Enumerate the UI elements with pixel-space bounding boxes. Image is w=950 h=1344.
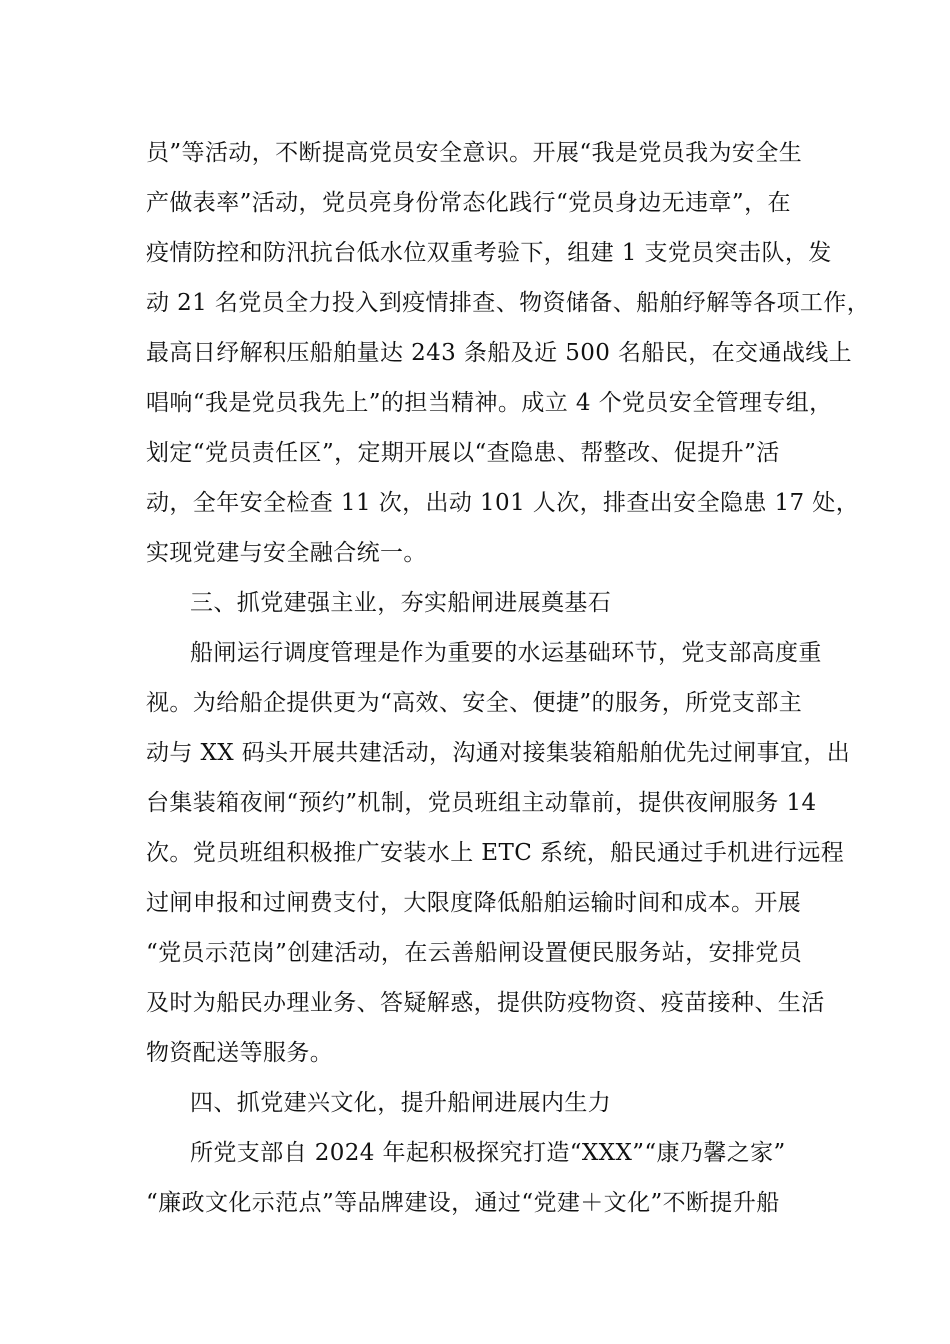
paragraph-line: “党员示范岗”创建活动，在云善船闸设置便民服务站，安排党员 bbox=[146, 940, 803, 966]
paragraph-line: 过闸申报和过闸费支付，大限度降低船舶运输时间和成本。开展 bbox=[146, 890, 802, 916]
paragraph-line: 唱响“我是党员我先上”的担当精神。成立 4 个党员安全管理专组， bbox=[146, 390, 833, 416]
paragraph-line: 船闸运行调度管理是作为重要的水运基础环节，党支部高度重 bbox=[190, 640, 822, 666]
paragraph-line: 动，全年安全检查 11 次，出动 101 人次，排查出安全隐患 17 处， bbox=[146, 490, 860, 516]
paragraph-line: “廉政文化示范点”等品牌建设，通过“党建＋文化”不断提升船 bbox=[146, 1190, 780, 1216]
paragraph-line: 所党支部自 2024 年起积极探究打造“XXX”“康乃馨之家” bbox=[190, 1140, 786, 1166]
paragraph-line: 视。为给船企提供更为“高效、安全、便捷”的服务，所党支部主 bbox=[146, 690, 803, 716]
paragraph-line: 物资配送等服务。 bbox=[146, 1040, 334, 1066]
paragraph-line: 产做表率”活动，党员亮身份常态化践行“党员身边无违章”，在 bbox=[146, 190, 791, 216]
paragraph-line: 最高日纾解积压船舶量达 243 条船及近 500 名船民，在交通战线上 bbox=[146, 340, 853, 366]
paragraph-line: 动 21 名党员全力投入到疫情排查、物资储备、船舶纾解等各项工作， bbox=[146, 290, 871, 316]
paragraph-line: 次。党员班组积极推广安装水上 ETC 系统，船民通过手机进行远程 bbox=[146, 840, 845, 866]
paragraph-line: 动与 XX 码头开展共建活动，沟通对接集装箱船舶优先过闸事宜，出 bbox=[146, 740, 851, 766]
paragraph-line: 疫情防控和防汛抗台低水位双重考验下，组建 1 支党员突击队，发 bbox=[146, 240, 832, 266]
paragraph-line: 及时为船民办理业务、答疑解惑，提供防疫物资、疫苗接种、生活 bbox=[146, 990, 825, 1016]
section-heading-3: 三、抓党建强主业，夯实船闸进展奠基石 bbox=[190, 590, 612, 616]
paragraph-line: 员”等活动，不断提高党员安全意识。开展“我是党员我为安全生 bbox=[146, 140, 803, 166]
section-heading-4: 四、抓党建兴文化，提升船闸进展内生力 bbox=[190, 1090, 612, 1116]
paragraph-line: 台集装箱夜闸“预约”机制，党员班组主动靠前，提供夜闸服务 14 bbox=[146, 790, 817, 816]
paragraph-line: 实现党建与安全融合统一。 bbox=[146, 540, 427, 566]
paragraph-line: 划定“党员责任区”，定期开展以“查隐患、帮整改、促提升”活 bbox=[146, 440, 780, 466]
